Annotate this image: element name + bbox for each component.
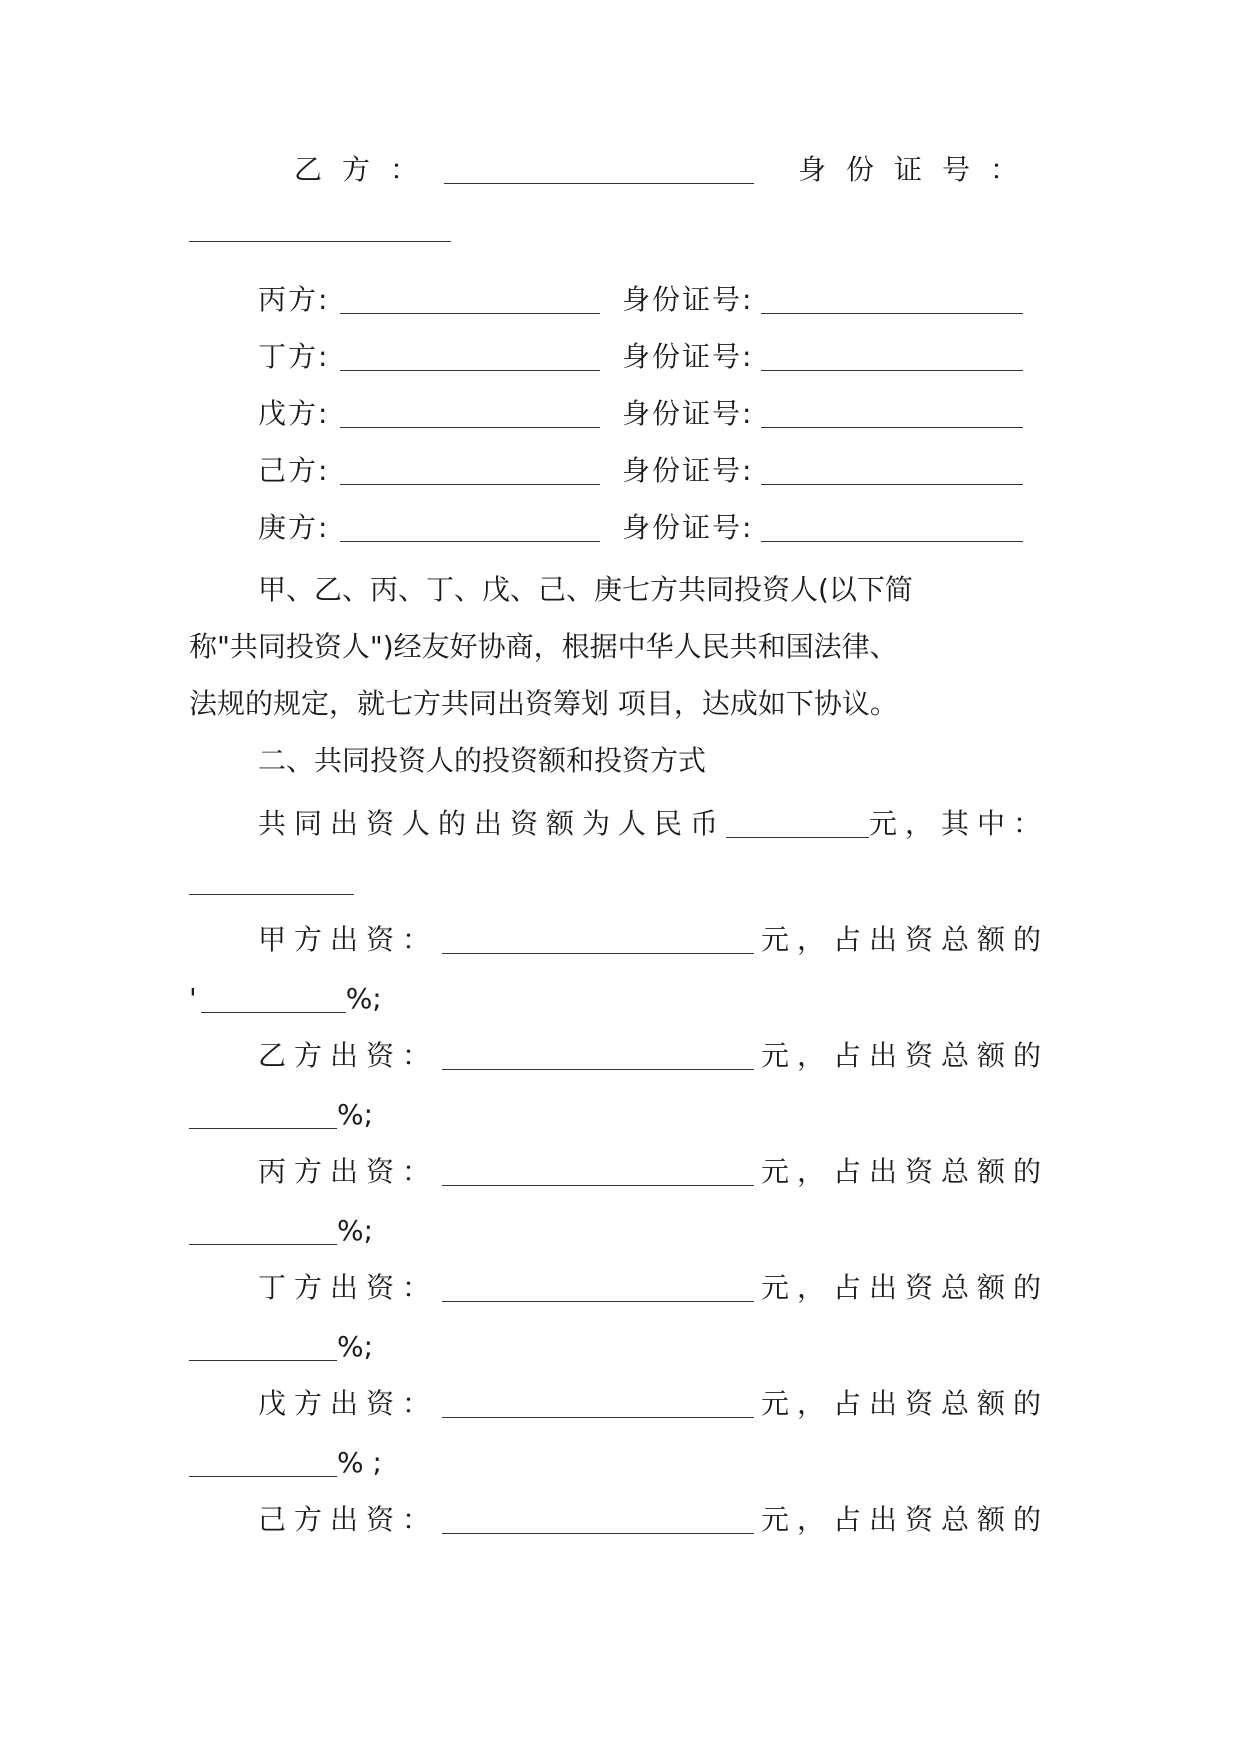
contribution-pct-row	[189, 1443, 1049, 1483]
contribution-pct-row	[189, 1211, 1049, 1251]
party-yi-id-label: 身份证号：	[798, 153, 1039, 186]
party-label: 庚方:	[258, 511, 330, 544]
party-yi-row	[189, 150, 1049, 190]
party-label: 丙方:	[258, 283, 330, 316]
contribution-amount-blank	[442, 927, 754, 954]
party-name-blank	[340, 287, 600, 314]
id-blank	[761, 287, 1023, 314]
intro-line: 甲、乙、丙、丁、戊、己、庚七方共同投资人(以下简	[258, 573, 913, 606]
contribution-pct-row	[189, 979, 1049, 1019]
total-cont-blank	[189, 868, 354, 895]
total-amount-blank	[726, 811, 869, 838]
party-name-blank	[340, 458, 600, 485]
party-row	[258, 394, 1049, 434]
contribution-row	[258, 1500, 1049, 1540]
id-blank	[761, 344, 1023, 371]
contribution-pct-row	[189, 1095, 1049, 1135]
contribution-unit: 元，占出资总额的	[760, 1503, 1049, 1536]
party-yi-label: 乙方：	[294, 153, 439, 186]
id-label: 身份证号:	[622, 283, 754, 316]
contribution-pct-blank	[189, 1450, 337, 1477]
contribution-unit: 元，占出资总额的	[760, 1387, 1049, 1420]
intro-line: 称"共同投资人")经友好协商，根据中华人民共和国法律、	[189, 630, 898, 663]
party-name-blank	[340, 515, 600, 542]
contribution-pct-blank	[189, 1218, 337, 1245]
party-label: 丁方:	[258, 340, 330, 373]
contribution-pct: %;	[337, 1330, 374, 1363]
contribution-pct-blank	[189, 1334, 337, 1361]
contribution-amount-blank	[442, 1159, 754, 1186]
contribution-label: 戊方出资：	[258, 1387, 439, 1420]
party-name-blank	[340, 344, 600, 371]
contribution-label: 丙方出资：	[258, 1155, 439, 1188]
party-row	[258, 508, 1049, 548]
contribution-label: 己方出资：	[258, 1503, 439, 1536]
contribution-amount-blank	[442, 1507, 754, 1534]
contribution-unit: 元，占出资总额的	[760, 923, 1049, 956]
contribution-row	[258, 1036, 1049, 1076]
contribution-row	[258, 1152, 1049, 1192]
contribution-row	[258, 1268, 1049, 1308]
party-row	[258, 451, 1049, 491]
contribution-lead-mark: '	[189, 982, 197, 1015]
id-blank	[761, 401, 1023, 428]
contribution-pct-blank	[201, 986, 346, 1013]
contribution-pct: %;	[345, 982, 382, 1015]
total-prefix: 共同出资人的出资额为人民币	[258, 807, 727, 840]
contribution-row	[258, 920, 1049, 960]
id-label: 身份证号:	[622, 454, 754, 487]
section-title: 二、共同投资人的投资额和投资方式	[258, 744, 707, 777]
total-cont-row	[189, 868, 1049, 895]
party-yi-id-blank	[189, 215, 451, 242]
party-row	[258, 337, 1049, 377]
contribution-pct: %;	[337, 1098, 374, 1131]
contribution-unit: 元，占出资总额的	[760, 1271, 1049, 1304]
party-yi-id-row	[189, 215, 1049, 242]
contribution-pct: %;	[337, 1214, 374, 1247]
party-name-blank	[340, 401, 600, 428]
contribution-row	[258, 1384, 1049, 1424]
intro-line: 法规的规定，就七方共同出资筹划 项目，达成如下协议。	[189, 687, 898, 720]
party-yi-name-blank	[444, 157, 754, 184]
contribution-pct-blank	[189, 1102, 337, 1129]
contribution-amount-blank	[442, 1391, 754, 1418]
contribution-label: 乙方出资：	[258, 1039, 439, 1072]
party-label: 己方:	[258, 454, 330, 487]
total-row	[258, 804, 1049, 844]
contribution-pct-row	[189, 1327, 1049, 1367]
id-label: 身份证号:	[622, 397, 754, 430]
id-blank	[761, 458, 1023, 485]
contribution-label: 丁方出资：	[258, 1271, 439, 1304]
id-label: 身份证号:	[622, 511, 754, 544]
contribution-label: 甲方出资：	[258, 923, 439, 956]
contribution-unit: 元，占出资总额的	[760, 1155, 1049, 1188]
contribution-amount-blank	[442, 1043, 754, 1070]
contribution-unit: 元，占出资总额的	[760, 1039, 1049, 1072]
contribution-amount-blank	[442, 1275, 754, 1302]
id-label: 身份证号:	[622, 340, 754, 373]
total-suffix: 元，其中：	[868, 807, 1049, 840]
party-label: 戊方:	[258, 397, 330, 430]
party-row	[258, 280, 1049, 320]
id-blank	[761, 515, 1023, 542]
contribution-pct: % ;	[337, 1446, 382, 1479]
